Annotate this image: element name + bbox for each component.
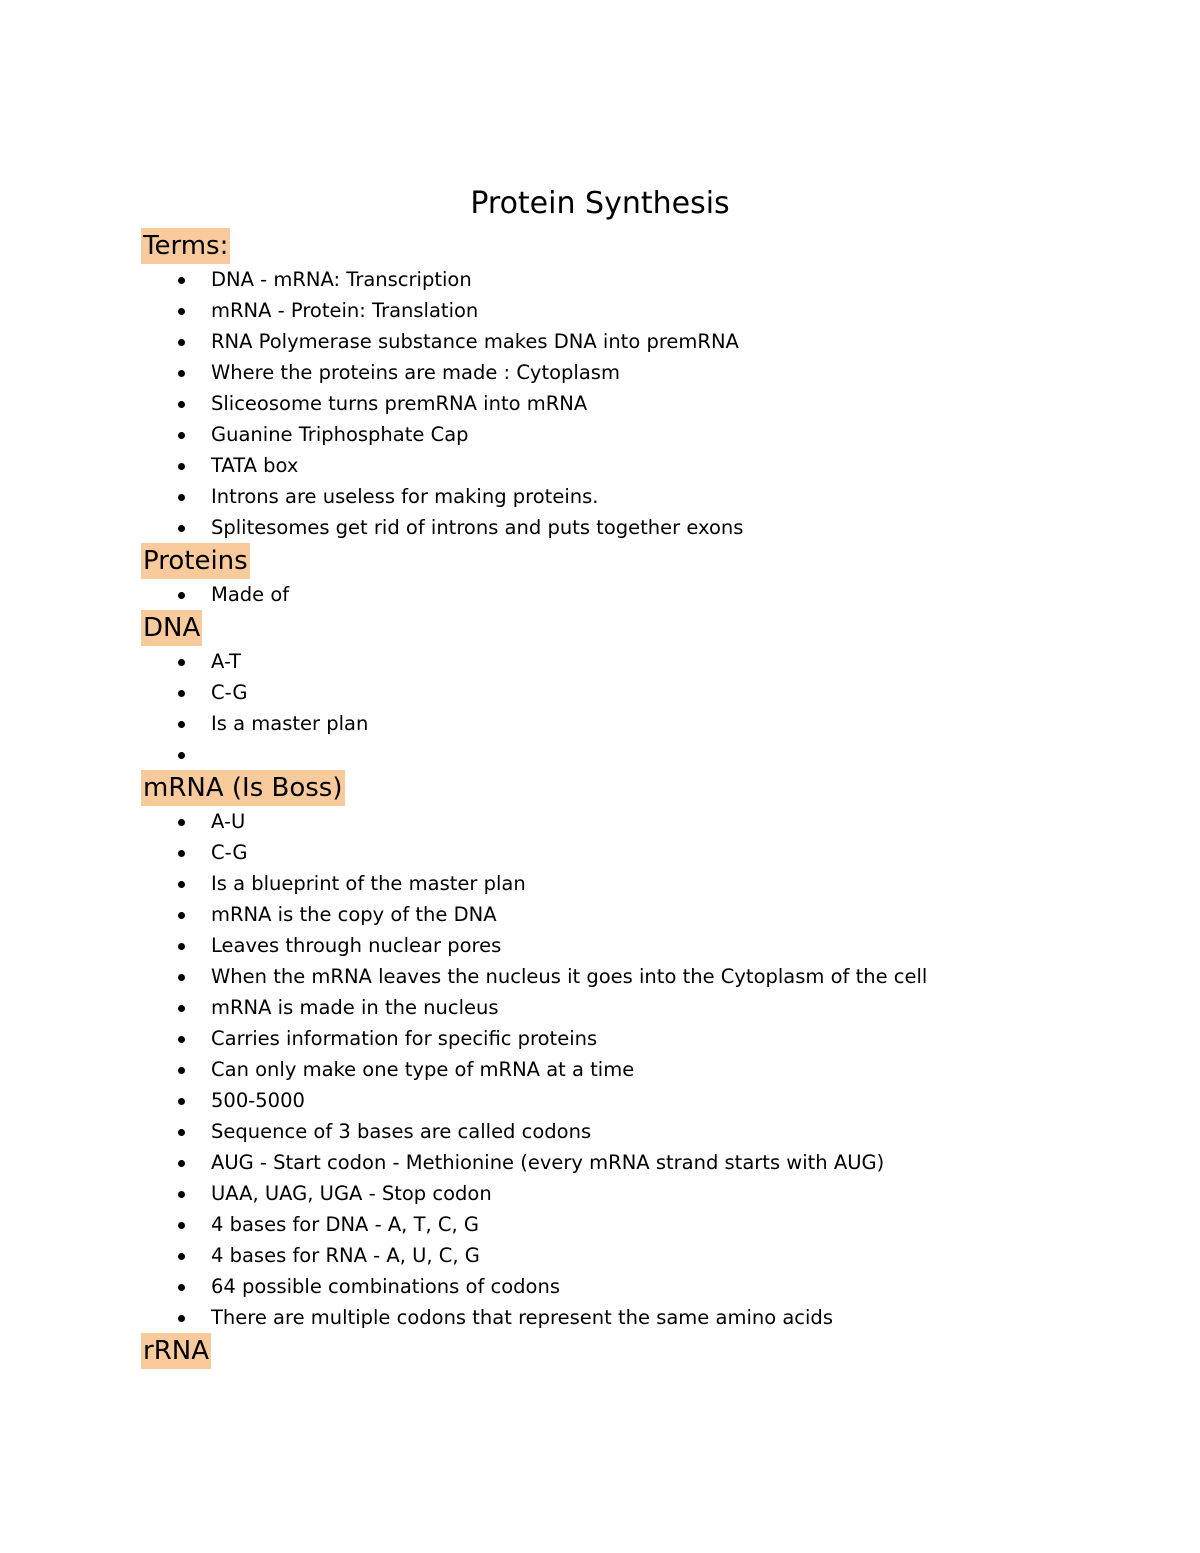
list-item-text: 4 bases for DNA - A, T, C, G — [211, 1213, 480, 1236]
list-item — [141, 1240, 1141, 1271]
list-item-text: Guanine Triphosphate Cap — [211, 423, 469, 446]
bullet-icon — [178, 592, 185, 599]
bullet-icon — [178, 401, 185, 408]
section-heading-text: rRNA — [141, 1333, 211, 1369]
bullet-icon — [178, 1253, 185, 1260]
section-heading — [141, 543, 1141, 579]
bullet-icon — [178, 1036, 185, 1043]
list-item-text: There are multiple codons that represent the same amino acids — [211, 1306, 833, 1329]
bullet-icon — [178, 1129, 185, 1136]
bullet-icon — [178, 463, 185, 470]
list-item — [141, 868, 1141, 899]
list-item — [141, 264, 1141, 295]
list-item-text: Where the proteins are made : Cytoplasm — [211, 361, 620, 384]
list-item — [141, 357, 1141, 388]
list-item — [141, 1147, 1141, 1178]
list-item — [141, 677, 1141, 708]
list-item — [141, 1054, 1141, 1085]
bullet-icon — [178, 1191, 185, 1198]
list-item-text: mRNA is the copy of the DNA — [211, 903, 497, 926]
bullet-list — [141, 264, 1141, 543]
list-item — [141, 326, 1141, 357]
list-item-text: Carries information for specific proteins — [211, 1027, 598, 1050]
bullet-icon — [178, 1284, 185, 1291]
bullet-icon — [178, 308, 185, 315]
list-item — [141, 961, 1141, 992]
list-item-text: C-G — [211, 841, 248, 864]
list-item-text: mRNA - Protein: Translation — [211, 299, 479, 322]
bullet-icon — [178, 1098, 185, 1105]
bullet-icon — [178, 690, 185, 697]
list-item-text: 64 possible combinations of codons — [211, 1275, 560, 1298]
bullet-icon — [178, 494, 185, 501]
section-heading — [141, 610, 1141, 646]
list-item-text: A-T — [211, 650, 242, 673]
list-item — [141, 837, 1141, 868]
bullet-icon — [178, 1222, 185, 1229]
list-item — [141, 1209, 1141, 1240]
list-item-text: Introns are useless for making proteins. — [211, 485, 599, 508]
bullet-icon — [178, 432, 185, 439]
list-item-text: AUG - Start codon - Methionine (every mRNA strand starts with AUG) — [211, 1151, 885, 1174]
section-heading — [141, 1333, 1141, 1369]
list-item — [141, 739, 1141, 770]
list-item — [141, 930, 1141, 961]
bullet-icon — [178, 339, 185, 346]
list-item-text: mRNA is made in the nucleus — [211, 996, 499, 1019]
list-item-text: Sliceosome turns premRNA into mRNA — [211, 392, 588, 415]
list-item-text: Sequence of 3 bases are called codons — [211, 1120, 592, 1143]
list-item-text: A-U — [211, 810, 246, 833]
list-item-text: Made of — [211, 583, 290, 606]
list-item-text: 500-5000 — [211, 1089, 305, 1112]
list-item-text: Splitesomes get rid of introns and puts together exons — [211, 516, 744, 539]
list-item-text: 4 bases for RNA - A, U, C, G — [211, 1244, 480, 1267]
list-item-text: Can only make one type of mRNA at a time — [211, 1058, 635, 1081]
bullet-list — [141, 579, 1141, 610]
list-item-text: When the mRNA leaves the nucleus it goes into the Cytoplasm of the cell — [211, 965, 928, 988]
list-item-text: Is a blueprint of the master plan — [211, 872, 526, 895]
list-item — [141, 388, 1141, 419]
list-item — [141, 512, 1141, 543]
list-item — [141, 450, 1141, 481]
section-heading-text: Proteins — [141, 543, 250, 579]
list-item — [141, 481, 1141, 512]
bullet-icon — [178, 881, 185, 888]
bullet-list — [141, 806, 1141, 1333]
bullet-icon — [178, 974, 185, 981]
list-item — [141, 1085, 1141, 1116]
document-body — [141, 228, 1141, 1369]
list-item-text: DNA - mRNA: Transcription — [211, 268, 472, 291]
list-item — [141, 899, 1141, 930]
bullet-icon — [178, 850, 185, 857]
list-item-text: Leaves through nuclear pores — [211, 934, 502, 957]
bullet-icon — [178, 1315, 185, 1322]
list-item-text: RNA Polymerase substance makes DNA into premRNA — [211, 330, 739, 353]
bullet-list — [141, 646, 1141, 770]
list-item — [141, 708, 1141, 739]
list-item — [141, 806, 1141, 837]
list-item-text: C-G — [211, 681, 248, 704]
bullet-icon — [178, 912, 185, 919]
list-item — [141, 1302, 1141, 1333]
list-item-text: Is a master plan — [211, 712, 369, 735]
list-item — [141, 295, 1141, 326]
list-item-text: TATA box — [211, 454, 299, 477]
list-item — [141, 579, 1141, 610]
list-item — [141, 1023, 1141, 1054]
list-item — [141, 1271, 1141, 1302]
list-item — [141, 992, 1141, 1023]
section-heading — [141, 770, 1141, 806]
document-title: Protein Synthesis — [470, 186, 730, 221]
bullet-icon — [178, 721, 185, 728]
bullet-icon — [178, 659, 185, 666]
bullet-icon — [178, 277, 185, 284]
list-item — [141, 1116, 1141, 1147]
bullet-icon — [178, 525, 185, 532]
bullet-icon — [178, 1067, 185, 1074]
bullet-icon — [178, 370, 185, 377]
list-item — [141, 1178, 1141, 1209]
bullet-icon — [178, 1160, 185, 1167]
bullet-icon — [178, 819, 185, 826]
section-heading — [141, 228, 1141, 264]
section-heading-text: Terms: — [141, 228, 230, 264]
section-heading-text: DNA — [141, 610, 202, 646]
bullet-icon — [178, 1005, 185, 1012]
list-item-text: UAA, UAG, UGA - Stop codon — [211, 1182, 492, 1205]
list-item — [141, 646, 1141, 677]
bullet-icon — [178, 943, 185, 950]
list-item — [141, 419, 1141, 450]
bullet-icon — [178, 752, 185, 759]
section-heading-text: mRNA (Is Boss) — [141, 770, 345, 806]
